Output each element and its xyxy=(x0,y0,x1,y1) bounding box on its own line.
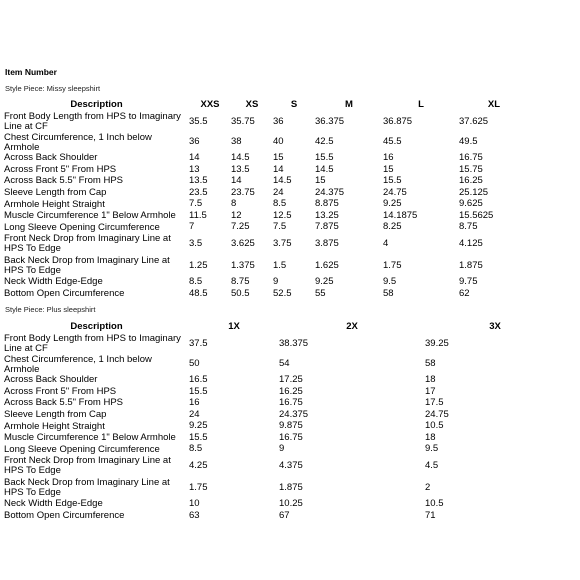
measurement-description-text: Front Body Length from HPS to Imaginary Line at CF xyxy=(4,111,181,132)
measurement-value: 1.875 xyxy=(459,259,483,271)
measurement-description xyxy=(4,386,189,398)
measurement-value: 63 xyxy=(189,510,200,521)
measurement-description xyxy=(4,255,189,277)
measurement-value: 24.75 xyxy=(425,409,449,420)
measurement-value: 1.25 xyxy=(189,259,208,271)
measurement-value: 13.5 xyxy=(231,164,250,175)
measurement-value: 8.25 xyxy=(383,221,402,233)
measurement-description xyxy=(4,288,189,300)
table-row xyxy=(4,133,529,153)
measurement-value: 36.875 xyxy=(383,115,413,127)
table-row xyxy=(4,421,565,433)
measurement-value: 2 xyxy=(425,481,431,493)
measurement-description-text: Across Back 5.5" From HPS xyxy=(4,397,123,409)
measurement-value: 4 xyxy=(383,237,389,249)
measurement-description-text: Armhole Height Straight xyxy=(4,198,105,210)
measurement-value: 40 xyxy=(273,136,284,148)
measurement-value: 9 xyxy=(279,443,285,455)
measurement-value: 3.875 xyxy=(315,237,339,249)
measurement-description xyxy=(4,222,189,234)
measurement-value: 18 xyxy=(425,374,436,386)
measurement-value: 15 xyxy=(383,164,394,175)
measurement-description-text: Armhole Height Straight xyxy=(4,420,105,432)
measurement-value: 16.25 xyxy=(459,175,483,187)
measurement-value: 37.625 xyxy=(459,115,489,127)
measurement-value: 52.5 xyxy=(273,288,292,299)
missy-header-row xyxy=(4,97,529,111)
measurement-value: 16.5 xyxy=(189,374,208,386)
measurement-value: 4.5 xyxy=(425,459,439,471)
measurement-value: 67 xyxy=(279,510,290,521)
measurement-description xyxy=(4,333,189,355)
measurement-description xyxy=(4,187,189,199)
table-row xyxy=(4,409,565,421)
measurement-value: 23.5 xyxy=(189,187,208,198)
measurement-value: 13.25 xyxy=(315,210,339,221)
measurement-description xyxy=(4,355,189,375)
measurement-value: 8.75 xyxy=(231,276,250,288)
measurement-value: 36 xyxy=(273,115,284,127)
measurement-value: 13.5 xyxy=(189,175,208,187)
measurement-value: 1.375 xyxy=(231,259,255,271)
measurement-value: 11.5 xyxy=(189,210,207,221)
measurement-description xyxy=(4,199,189,211)
measurement-description xyxy=(4,133,189,153)
measurement-value: 14.5 xyxy=(315,164,334,175)
measurement-value: 15.5 xyxy=(383,175,402,187)
measurement-value: 10.25 xyxy=(279,498,303,510)
measurement-value: 14 xyxy=(231,175,242,187)
size-header: XS xyxy=(245,98,259,110)
table-row xyxy=(4,255,529,277)
measurement-value: 50.5 xyxy=(231,288,250,299)
table-row xyxy=(4,386,565,398)
measurement-value: 3.75 xyxy=(273,237,292,249)
measurement-value: 1.625 xyxy=(315,259,339,271)
measurement-value: 14 xyxy=(273,164,284,175)
item-number-label: Item Number xyxy=(5,67,57,77)
table-row xyxy=(4,164,529,176)
measurement-description-text: Across Back Shoulder xyxy=(4,374,98,386)
measurement-value: 8.875 xyxy=(315,198,339,210)
measurement-value: 48.5 xyxy=(189,288,208,299)
measurement-description-text: Front Neck Drop from Imaginary Line at HPS To Edge xyxy=(4,233,171,255)
measurement-value: 10 xyxy=(189,498,200,510)
measurement-value: 16.75 xyxy=(459,152,483,164)
measurement-value: 10.5 xyxy=(425,498,444,510)
table-row xyxy=(4,355,565,375)
table-row xyxy=(4,153,529,165)
size-header: XXS xyxy=(200,98,220,110)
measurement-description xyxy=(4,176,189,188)
table-row xyxy=(4,233,529,255)
measurement-value: 13 xyxy=(189,164,200,175)
measurement-description-text: Sleeve Length from Cap xyxy=(4,187,107,198)
measurement-value: 12 xyxy=(231,210,242,221)
measurement-value: 35.5 xyxy=(189,115,208,127)
table-row xyxy=(4,187,529,199)
plus-style-label: Style Piece: Plus sleepshirt xyxy=(5,305,96,314)
measurement-description-text: Across Front 5" From HPS xyxy=(4,164,117,175)
measurement-value: 9.625 xyxy=(459,198,483,210)
measurement-value: 9.25 xyxy=(383,198,402,210)
measurement-description xyxy=(4,510,189,522)
measurement-value: 9.25 xyxy=(189,420,208,432)
measurement-value: 16.75 xyxy=(279,432,303,443)
measurement-value: 1.5 xyxy=(273,259,287,271)
measurement-description-text: Across Front 5" From HPS xyxy=(4,386,117,397)
measurement-value: 10.5 xyxy=(425,420,444,432)
measurement-value: 14.5 xyxy=(231,152,250,164)
measurement-value: 35.75 xyxy=(231,115,255,127)
size-header: XL xyxy=(487,98,501,110)
size-header: M xyxy=(345,98,353,110)
measurement-value: 18 xyxy=(425,432,436,443)
measurement-description xyxy=(4,233,189,255)
measurement-description xyxy=(4,398,189,410)
measurement-value: 16 xyxy=(189,397,200,409)
measurement-value: 37.5 xyxy=(189,337,208,349)
table-row xyxy=(4,210,529,222)
measurement-value: 24.375 xyxy=(279,409,309,420)
measurement-value: 9 xyxy=(273,276,279,288)
measurement-value: 36.375 xyxy=(315,115,345,127)
measurement-description xyxy=(4,409,189,421)
measurement-value: 7.25 xyxy=(231,221,250,233)
table-row xyxy=(4,398,565,410)
table-row xyxy=(4,455,565,477)
measurement-description-text: Bottom Open Circumference xyxy=(4,288,125,299)
table-row xyxy=(4,499,565,511)
measurement-description xyxy=(4,421,189,433)
measurement-value: 17.5 xyxy=(425,397,444,409)
size-header: 2X xyxy=(346,320,358,332)
size-header: L xyxy=(418,98,424,110)
measurement-description-text: Front Body Length from HPS to Imaginary Line at CF xyxy=(4,333,181,354)
measurement-value: 1.875 xyxy=(279,481,303,493)
measurement-value: 62 xyxy=(459,288,470,299)
measurement-value: 8.5 xyxy=(189,276,203,288)
measurement-value: 15 xyxy=(315,175,326,187)
measurement-description-text: Across Back 5.5" From HPS xyxy=(4,175,123,187)
measurement-value: 54 xyxy=(279,358,290,370)
measurement-description-text: Chest Circumference, 1 Inch below Armhole xyxy=(4,132,152,153)
measurement-description-text: Bottom Open Circumference xyxy=(4,510,125,521)
table-row xyxy=(4,199,529,211)
measurement-value: 7.875 xyxy=(315,221,339,233)
measurement-value: 24.375 xyxy=(315,187,345,198)
measurement-value: 12.5 xyxy=(273,210,292,221)
measurement-value: 3.625 xyxy=(231,237,255,249)
measurement-value: 9.75 xyxy=(459,276,478,288)
measurement-value: 17.25 xyxy=(279,374,303,386)
measurement-value: 1.75 xyxy=(383,259,402,271)
table-row xyxy=(4,444,565,456)
measurement-value: 15 xyxy=(273,152,284,164)
table-row xyxy=(4,277,529,289)
measurement-value: 16.75 xyxy=(279,397,303,409)
measurement-value: 15.5625 xyxy=(459,210,494,221)
measurement-description-text: Neck Width Edge-Edge xyxy=(4,498,103,510)
measurement-description xyxy=(4,210,189,222)
measurement-value: 17 xyxy=(425,386,436,397)
measurement-description-text: Across Back Shoulder xyxy=(4,152,98,164)
measurement-value: 9.875 xyxy=(279,420,303,432)
measurement-value: 24 xyxy=(273,187,284,198)
measurement-value: 8.5 xyxy=(273,198,287,210)
table-row xyxy=(4,375,565,387)
measurement-value: 4.25 xyxy=(189,459,208,471)
missy-style-label: Style Piece: Missy sleepshirt xyxy=(5,84,101,93)
measurement-value: 58 xyxy=(425,358,436,370)
measurement-description xyxy=(4,277,189,289)
measurement-value: 8.75 xyxy=(459,221,478,233)
measurement-value: 24.75 xyxy=(383,187,407,198)
measurement-value: 7 xyxy=(189,221,195,233)
measurement-description-text: Long Sleeve Opening Circumference xyxy=(4,221,160,233)
measurement-value: 16 xyxy=(383,152,394,164)
measurement-value: 24 xyxy=(189,409,200,420)
measurement-description-text: Muscle Circumference 1" Below Armhole xyxy=(4,432,176,444)
measurement-value: 38.375 xyxy=(279,337,309,349)
plus-header-row xyxy=(4,319,565,333)
description-header: Description xyxy=(70,98,123,110)
measurement-description xyxy=(4,375,189,387)
measurement-value: 1.75 xyxy=(189,481,208,493)
measurement-value: 9.5 xyxy=(383,276,397,288)
size-header: S xyxy=(290,98,298,110)
measurement-description xyxy=(4,444,189,456)
measurement-value: 14 xyxy=(189,152,200,164)
measurement-value: 7.5 xyxy=(189,198,203,210)
measurement-description-text: Muscle Circumference 1" Below Armhole xyxy=(4,210,176,222)
plus-size-table xyxy=(4,319,565,522)
measurement-value: 9.5 xyxy=(425,443,439,455)
measurement-description xyxy=(4,477,189,499)
measurement-value: 8.5 xyxy=(189,443,203,455)
measurement-value: 50 xyxy=(189,358,200,370)
size-header: 3X xyxy=(489,320,501,332)
missy-size-table xyxy=(4,97,529,300)
measurement-description-text: Neck Width Edge-Edge xyxy=(4,276,103,288)
measurement-description-text: Front Neck Drop from Imaginary Line at HPS To Edge xyxy=(4,455,171,477)
measurement-value: 16.25 xyxy=(279,386,303,397)
measurement-value: 4.125 xyxy=(459,237,483,249)
measurement-value: 9.25 xyxy=(315,276,334,288)
measurement-description-text: Long Sleeve Opening Circumference xyxy=(4,443,160,455)
measurement-value: 15.5 xyxy=(189,432,208,443)
measurement-value: 14.1875 xyxy=(383,210,418,221)
table-row xyxy=(4,477,565,499)
measurement-value: 8 xyxy=(231,198,237,210)
measurement-description-text: Back Neck Drop from Imaginary Line at HPS To Edge xyxy=(4,477,170,498)
measurement-value: 15.5 xyxy=(189,386,208,397)
measurement-description-text: Back Neck Drop from Imaginary Line at HPS To Edge xyxy=(4,255,170,276)
measurement-value: 49.5 xyxy=(459,136,478,148)
measurement-value: 45.5 xyxy=(383,136,402,148)
measurement-value: 42.5 xyxy=(315,136,334,148)
measurement-value: 36 xyxy=(189,136,200,148)
table-row xyxy=(4,288,529,300)
size-header: 1X xyxy=(228,320,240,332)
measurement-description xyxy=(4,455,189,477)
measurement-value: 15.5 xyxy=(315,152,334,164)
table-row xyxy=(4,510,565,522)
measurement-description-text: Sleeve Length from Cap xyxy=(4,409,107,420)
table-row xyxy=(4,333,565,355)
measurement-value: 71 xyxy=(425,510,436,521)
description-header: Description xyxy=(70,320,123,332)
measurement-value: 38 xyxy=(231,136,242,148)
measurement-description xyxy=(4,499,189,511)
measurement-value: 25.125 xyxy=(459,187,489,198)
measurement-description xyxy=(4,164,189,176)
measurement-value: 58 xyxy=(383,288,394,299)
measurement-value: 15.75 xyxy=(459,164,483,175)
table-row xyxy=(4,176,529,188)
measurement-description xyxy=(4,111,189,133)
measurement-value: 3.5 xyxy=(189,237,203,249)
table-row xyxy=(4,432,565,444)
table-row xyxy=(4,111,529,133)
measurement-value: 39.25 xyxy=(425,337,449,349)
measurement-value: 7.5 xyxy=(273,221,287,233)
measurement-value: 55 xyxy=(315,288,326,299)
measurement-value: 23.75 xyxy=(231,187,255,198)
measurement-description xyxy=(4,153,189,165)
measurement-value: 14.5 xyxy=(273,175,292,187)
table-row xyxy=(4,222,529,234)
measurement-description-text: Chest Circumference, 1 Inch below Armhole xyxy=(4,354,152,375)
measurement-description xyxy=(4,432,189,444)
measurement-value: 4.375 xyxy=(279,459,303,471)
